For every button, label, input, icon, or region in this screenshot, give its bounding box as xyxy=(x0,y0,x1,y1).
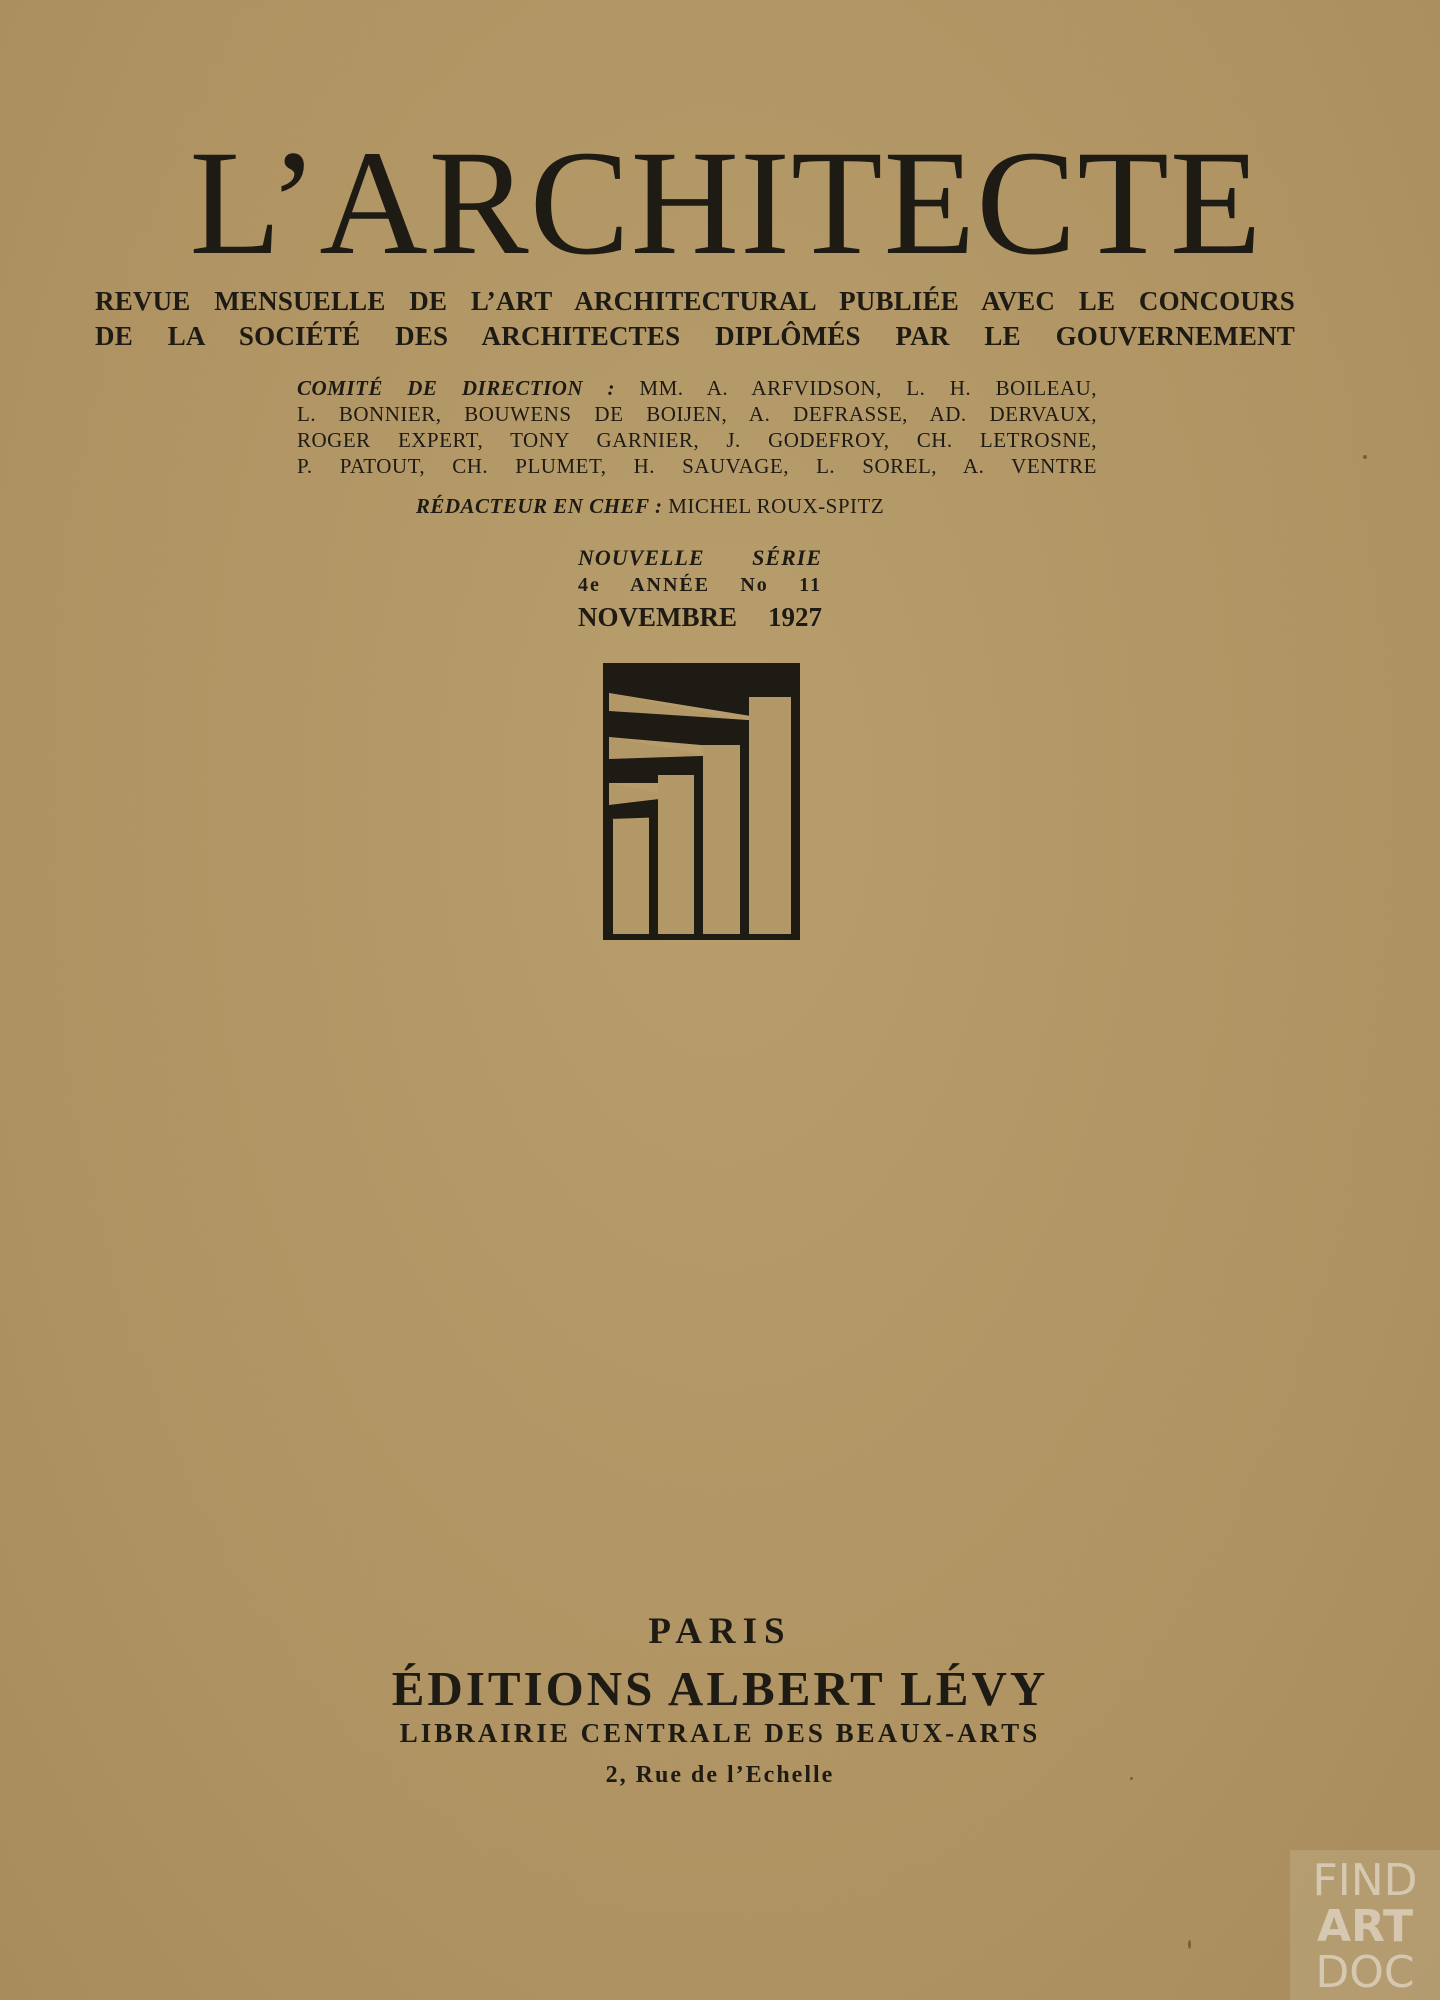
imprint-publisher: ÉDITIONS ALBERT LÉVY xyxy=(391,1661,1049,1716)
committee-label: COMITÉ DE DIRECTION : xyxy=(297,376,615,400)
imprint-shop: LIBRAIRIE CENTRALE DES BEAUX-ARTS xyxy=(399,1718,1041,1748)
subtitle-line-1: REVUE MENSUELLE DE L’ART ARCHITECTURAL PUBLIÉE AVEC LE CONCOURS xyxy=(95,286,1295,316)
paper-speck xyxy=(1130,1777,1133,1780)
committee-line-3: ROGER EXPERT, TONY GARNIER, J. GODEFROY, CH. LETROSNE, xyxy=(297,428,1097,452)
magazine-title: L’ARCHITECTE xyxy=(189,120,1263,286)
subtitle-line-2: DE LA SOCIÉTÉ DES ARCHITECTES DIPLÔMÉS PAR LE GOUVERNEMENT xyxy=(95,321,1295,351)
committee-line-4: P. PATOUT, CH. PLUMET, H. SAUVAGE, L. SOREL, A. VENTRE xyxy=(297,454,1097,478)
editor-in-chief xyxy=(0,494,1440,519)
watermark-line-1: FIND xyxy=(1312,1855,1418,1906)
watermark-line-3: DOC xyxy=(1315,1947,1415,1998)
committee-line-1 xyxy=(297,375,1097,402)
committee-line-2: L. BONNIER, BOUWENS DE BOIJEN, A. DEFRASSE, AD. DERVAUX, xyxy=(297,402,1097,426)
imprint-address: 2, Rue de l’Echelle xyxy=(605,1762,835,1788)
watermark-line-2: ART xyxy=(1317,1901,1413,1952)
issue-year-number: 4e ANNÉE No 11 xyxy=(578,574,822,596)
committee-names-1: MM. A. ARFVIDSON, L. H. BOILEAU, xyxy=(639,376,1097,400)
imprint-city: PARIS xyxy=(648,1611,792,1652)
editor-name: MICHEL ROUX-SPITZ xyxy=(668,494,885,518)
editor-label: RÉDACTEUR EN CHEF : xyxy=(415,494,663,518)
issue-series: NOUVELLE SÉRIE xyxy=(578,545,822,570)
issue-date: NOVEMBRE 1927 xyxy=(578,602,822,632)
paper-speck xyxy=(1188,1940,1191,1949)
paper-speck xyxy=(1363,455,1367,459)
watermark xyxy=(1290,1850,1440,2000)
columns-emblem-icon xyxy=(603,663,800,940)
